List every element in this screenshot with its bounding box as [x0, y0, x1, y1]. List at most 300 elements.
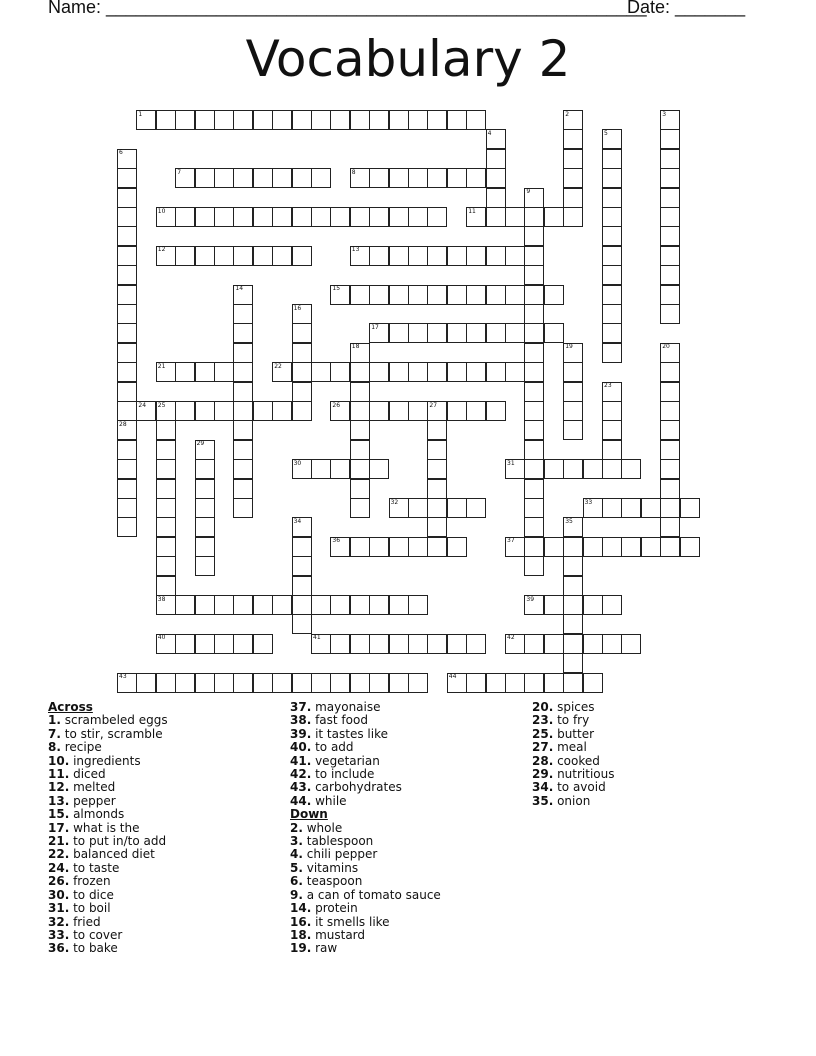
grid-cell[interactable] — [447, 498, 467, 518]
grid-cell[interactable] — [621, 498, 641, 518]
grid-cell[interactable] — [369, 285, 389, 305]
grid-cell[interactable] — [292, 343, 312, 363]
grid-cell[interactable] — [117, 517, 137, 537]
grid-cell[interactable] — [660, 537, 680, 557]
grid-cell[interactable] — [447, 537, 467, 557]
grid-cell[interactable] — [330, 207, 350, 227]
grid-cell[interactable] — [156, 556, 176, 576]
grid-cell[interactable] — [272, 246, 292, 266]
grid-cell[interactable] — [195, 459, 215, 479]
grid-cell[interactable] — [369, 168, 389, 188]
grid-cell[interactable] — [466, 673, 486, 693]
grid-cell[interactable] — [292, 673, 312, 693]
grid-cell[interactable] — [156, 517, 176, 537]
grid-cell[interactable] — [524, 401, 544, 421]
grid-cell[interactable] — [253, 168, 273, 188]
grid-cell[interactable] — [272, 673, 292, 693]
grid-cell[interactable] — [602, 304, 622, 324]
grid-cell[interactable] — [233, 382, 253, 402]
grid-cell[interactable] — [195, 517, 215, 537]
grid-cell[interactable] — [486, 323, 506, 343]
grid-cell[interactable] — [214, 246, 234, 266]
grid-cell[interactable] — [311, 459, 331, 479]
grid-cell[interactable] — [214, 401, 234, 421]
grid-cell[interactable] — [563, 634, 583, 654]
grid-cell[interactable] — [602, 168, 622, 188]
grid-cell[interactable] — [156, 459, 176, 479]
grid-cell[interactable] — [156, 576, 176, 596]
grid-cell[interactable] — [292, 576, 312, 596]
grid-cell[interactable] — [369, 362, 389, 382]
grid-cell[interactable] — [195, 168, 215, 188]
grid-cell[interactable] — [486, 285, 506, 305]
grid-cell[interactable] — [195, 537, 215, 557]
grid-cell[interactable] — [408, 362, 428, 382]
grid-cell[interactable] — [389, 595, 409, 615]
grid-cell[interactable] — [621, 634, 641, 654]
grid-cell[interactable] — [544, 323, 564, 343]
grid-cell[interactable] — [486, 673, 506, 693]
grid-cell[interactable] — [253, 246, 273, 266]
grid-cell[interactable] — [350, 595, 370, 615]
grid-cell[interactable] — [311, 362, 331, 382]
grid-cell[interactable] — [641, 498, 661, 518]
grid-cell[interactable] — [350, 420, 370, 440]
grid-cell[interactable] — [117, 168, 137, 188]
grid-cell[interactable] — [427, 362, 447, 382]
grid-cell[interactable] — [524, 537, 544, 557]
grid-cell[interactable] — [602, 149, 622, 169]
grid-cell[interactable] — [272, 207, 292, 227]
grid-cell[interactable] — [175, 110, 195, 130]
grid-cell[interactable] — [505, 673, 525, 693]
grid-cell[interactable] — [117, 459, 137, 479]
grid-cell[interactable] — [350, 401, 370, 421]
grid-cell[interactable] — [330, 634, 350, 654]
grid-cell[interactable] — [233, 246, 253, 266]
grid-cell[interactable] — [524, 382, 544, 402]
grid-cell[interactable] — [214, 168, 234, 188]
grid-cell[interactable] — [408, 498, 428, 518]
grid-cell[interactable] — [117, 362, 137, 382]
grid-cell[interactable] — [447, 323, 467, 343]
grid-cell[interactable] — [214, 110, 234, 130]
grid-cell[interactable] — [330, 595, 350, 615]
grid-cell[interactable] — [195, 401, 215, 421]
grid-cell[interactable] — [408, 246, 428, 266]
grid-cell[interactable] — [136, 673, 156, 693]
grid-cell[interactable] — [214, 362, 234, 382]
grid-cell[interactable] — [408, 323, 428, 343]
grid-cell[interactable] — [427, 440, 447, 460]
grid-cell[interactable] — [195, 246, 215, 266]
grid-cell[interactable] — [524, 459, 544, 479]
grid-cell[interactable] — [466, 323, 486, 343]
grid-cell[interactable] — [660, 517, 680, 537]
grid-cell[interactable] — [195, 556, 215, 576]
grid-cell[interactable] — [292, 246, 312, 266]
grid-cell[interactable] — [408, 285, 428, 305]
grid-cell[interactable] — [466, 246, 486, 266]
grid-cell[interactable] — [350, 285, 370, 305]
grid-cell[interactable] — [156, 420, 176, 440]
grid-cell[interactable] — [156, 479, 176, 499]
grid-cell[interactable] — [117, 440, 137, 460]
grid-cell[interactable] — [660, 246, 680, 266]
grid-cell[interactable] — [292, 537, 312, 557]
grid-cell[interactable] — [563, 537, 583, 557]
grid-cell[interactable] — [175, 673, 195, 693]
grid-cell[interactable] — [427, 498, 447, 518]
grid-cell[interactable] — [602, 401, 622, 421]
grid-cell[interactable] — [602, 420, 622, 440]
grid-cell[interactable] — [156, 498, 176, 518]
grid-cell[interactable] — [486, 362, 506, 382]
grid-cell[interactable] — [195, 110, 215, 130]
grid-cell[interactable] — [292, 323, 312, 343]
grid-cell[interactable] — [563, 188, 583, 208]
grid-cell[interactable] — [117, 285, 137, 305]
grid-cell[interactable] — [524, 517, 544, 537]
grid-cell[interactable] — [680, 537, 700, 557]
grid-cell[interactable] — [408, 110, 428, 130]
grid-cell[interactable] — [563, 420, 583, 440]
grid-cell[interactable] — [233, 673, 253, 693]
grid-cell[interactable] — [602, 459, 622, 479]
grid-cell[interactable] — [680, 498, 700, 518]
grid-cell[interactable] — [117, 323, 137, 343]
grid-cell[interactable] — [544, 595, 564, 615]
grid-cell[interactable] — [563, 207, 583, 227]
grid-cell[interactable] — [117, 498, 137, 518]
grid-cell[interactable] — [389, 537, 409, 557]
grid-cell[interactable] — [466, 285, 486, 305]
grid-cell[interactable] — [195, 479, 215, 499]
grid-cell[interactable] — [602, 498, 622, 518]
grid-cell[interactable] — [330, 673, 350, 693]
grid-cell[interactable] — [563, 382, 583, 402]
grid-cell[interactable] — [233, 420, 253, 440]
grid-cell[interactable] — [505, 246, 525, 266]
grid-cell[interactable] — [233, 323, 253, 343]
grid-cell[interactable] — [117, 479, 137, 499]
grid-cell[interactable] — [524, 440, 544, 460]
grid-cell[interactable] — [524, 479, 544, 499]
grid-cell[interactable] — [195, 595, 215, 615]
grid-cell[interactable] — [233, 634, 253, 654]
grid-cell[interactable] — [466, 168, 486, 188]
grid-cell[interactable] — [563, 653, 583, 673]
grid-cell[interactable] — [389, 323, 409, 343]
grid-cell[interactable] — [389, 362, 409, 382]
grid-cell[interactable] — [486, 149, 506, 169]
grid-cell[interactable] — [389, 207, 409, 227]
grid-cell[interactable] — [427, 285, 447, 305]
grid-cell[interactable] — [524, 265, 544, 285]
grid-cell[interactable] — [427, 246, 447, 266]
grid-cell[interactable] — [524, 207, 544, 227]
grid-cell[interactable] — [117, 304, 137, 324]
grid-cell[interactable] — [544, 285, 564, 305]
grid-cell[interactable] — [583, 634, 603, 654]
grid-cell[interactable] — [544, 459, 564, 479]
grid-cell[interactable] — [389, 110, 409, 130]
grid-cell[interactable] — [350, 382, 370, 402]
grid-cell[interactable] — [660, 207, 680, 227]
grid-cell[interactable] — [389, 634, 409, 654]
grid-cell[interactable] — [233, 343, 253, 363]
grid-cell[interactable] — [544, 207, 564, 227]
grid-cell[interactable] — [292, 401, 312, 421]
grid-cell[interactable] — [486, 401, 506, 421]
grid-cell[interactable] — [408, 401, 428, 421]
grid-cell[interactable] — [602, 343, 622, 363]
grid-cell[interactable] — [253, 673, 273, 693]
grid-cell[interactable] — [563, 576, 583, 596]
grid-cell[interactable] — [524, 323, 544, 343]
grid-cell[interactable] — [563, 673, 583, 693]
grid-cell[interactable] — [602, 323, 622, 343]
grid-cell[interactable] — [369, 595, 389, 615]
grid-cell[interactable] — [214, 595, 234, 615]
grid-cell[interactable] — [427, 459, 447, 479]
grid-cell[interactable] — [233, 207, 253, 227]
grid-cell[interactable] — [524, 420, 544, 440]
grid-cell[interactable] — [330, 110, 350, 130]
grid-cell[interactable] — [621, 459, 641, 479]
grid-cell[interactable] — [350, 110, 370, 130]
grid-cell[interactable] — [486, 207, 506, 227]
grid-cell[interactable] — [466, 634, 486, 654]
grid-cell[interactable] — [505, 285, 525, 305]
grid-cell[interactable] — [544, 634, 564, 654]
grid-cell[interactable] — [602, 285, 622, 305]
grid-cell[interactable] — [466, 401, 486, 421]
grid-cell[interactable] — [447, 634, 467, 654]
grid-cell[interactable] — [311, 595, 331, 615]
grid-cell[interactable] — [524, 362, 544, 382]
grid-cell[interactable] — [369, 537, 389, 557]
grid-cell[interactable] — [253, 207, 273, 227]
grid-cell[interactable] — [214, 673, 234, 693]
grid-cell[interactable] — [350, 362, 370, 382]
grid-cell[interactable] — [602, 265, 622, 285]
grid-cell[interactable] — [389, 168, 409, 188]
grid-cell[interactable] — [253, 595, 273, 615]
grid-cell[interactable] — [233, 595, 253, 615]
grid-cell[interactable] — [408, 595, 428, 615]
grid-cell[interactable] — [253, 634, 273, 654]
grid-cell[interactable] — [175, 246, 195, 266]
grid-cell[interactable] — [602, 440, 622, 460]
grid-cell[interactable] — [660, 226, 680, 246]
grid-cell[interactable] — [563, 362, 583, 382]
grid-cell[interactable] — [583, 459, 603, 479]
grid-cell[interactable] — [660, 149, 680, 169]
grid-cell[interactable] — [602, 188, 622, 208]
grid-cell[interactable] — [272, 595, 292, 615]
grid-cell[interactable] — [350, 459, 370, 479]
grid-cell[interactable] — [369, 459, 389, 479]
grid-cell[interactable] — [660, 498, 680, 518]
grid-cell[interactable] — [311, 110, 331, 130]
grid-cell[interactable] — [524, 634, 544, 654]
grid-cell[interactable] — [563, 459, 583, 479]
grid-cell[interactable] — [389, 401, 409, 421]
grid-cell[interactable] — [117, 382, 137, 402]
grid-cell[interactable] — [427, 110, 447, 130]
grid-cell[interactable] — [292, 362, 312, 382]
grid-cell[interactable] — [447, 362, 467, 382]
grid-cell[interactable] — [563, 149, 583, 169]
grid-cell[interactable] — [233, 362, 253, 382]
grid-cell[interactable] — [195, 362, 215, 382]
grid-cell[interactable] — [602, 634, 622, 654]
grid-cell[interactable] — [524, 498, 544, 518]
grid-cell[interactable] — [350, 498, 370, 518]
grid-cell[interactable] — [583, 595, 603, 615]
grid-cell[interactable] — [117, 401, 137, 421]
grid-cell[interactable] — [369, 634, 389, 654]
grid-cell[interactable] — [408, 168, 428, 188]
grid-cell[interactable] — [660, 479, 680, 499]
grid-cell[interactable] — [214, 207, 234, 227]
grid-cell[interactable] — [350, 634, 370, 654]
grid-cell[interactable] — [660, 129, 680, 149]
grid-cell[interactable] — [292, 110, 312, 130]
grid-cell[interactable] — [117, 226, 137, 246]
grid-cell[interactable] — [447, 110, 467, 130]
grid-cell[interactable] — [272, 168, 292, 188]
grid-cell[interactable] — [272, 110, 292, 130]
grid-cell[interactable] — [427, 207, 447, 227]
grid-cell[interactable] — [660, 420, 680, 440]
grid-cell[interactable] — [427, 420, 447, 440]
grid-cell[interactable] — [583, 537, 603, 557]
grid-cell[interactable] — [408, 673, 428, 693]
grid-cell[interactable] — [660, 285, 680, 305]
grid-cell[interactable] — [466, 362, 486, 382]
grid-cell[interactable] — [214, 634, 234, 654]
grid-cell[interactable] — [369, 246, 389, 266]
grid-cell[interactable] — [427, 517, 447, 537]
grid-cell[interactable] — [233, 304, 253, 324]
grid-cell[interactable] — [292, 207, 312, 227]
grid-cell[interactable] — [447, 168, 467, 188]
grid-cell[interactable] — [408, 537, 428, 557]
grid-cell[interactable] — [389, 246, 409, 266]
grid-cell[interactable] — [427, 323, 447, 343]
grid-cell[interactable] — [233, 401, 253, 421]
grid-cell[interactable] — [389, 285, 409, 305]
grid-cell[interactable] — [369, 207, 389, 227]
grid-cell[interactable] — [195, 498, 215, 518]
grid-cell[interactable] — [195, 673, 215, 693]
grid-cell[interactable] — [330, 362, 350, 382]
grid-cell[interactable] — [117, 246, 137, 266]
grid-cell[interactable] — [156, 673, 176, 693]
grid-cell[interactable] — [369, 673, 389, 693]
grid-cell[interactable] — [369, 401, 389, 421]
grid-cell[interactable] — [583, 673, 603, 693]
grid-cell[interactable] — [253, 401, 273, 421]
grid-cell[interactable] — [641, 537, 661, 557]
grid-cell[interactable] — [660, 168, 680, 188]
grid-cell[interactable] — [292, 382, 312, 402]
grid-cell[interactable] — [233, 168, 253, 188]
grid-cell[interactable] — [117, 207, 137, 227]
grid-cell[interactable] — [175, 634, 195, 654]
grid-cell[interactable] — [233, 110, 253, 130]
grid-cell[interactable] — [563, 401, 583, 421]
grid-cell[interactable] — [292, 595, 312, 615]
grid-cell[interactable] — [602, 595, 622, 615]
grid-cell[interactable] — [660, 401, 680, 421]
grid-cell[interactable] — [350, 479, 370, 499]
grid-cell[interactable] — [660, 440, 680, 460]
grid-cell[interactable] — [427, 168, 447, 188]
grid-cell[interactable] — [408, 634, 428, 654]
grid-cell[interactable] — [447, 246, 467, 266]
grid-cell[interactable] — [447, 401, 467, 421]
grid-cell[interactable] — [486, 188, 506, 208]
grid-cell[interactable] — [427, 479, 447, 499]
grid-cell[interactable] — [427, 634, 447, 654]
grid-cell[interactable] — [505, 362, 525, 382]
grid-cell[interactable] — [156, 110, 176, 130]
grid-cell[interactable] — [660, 362, 680, 382]
grid-cell[interactable] — [524, 246, 544, 266]
grid-cell[interactable] — [117, 343, 137, 363]
grid-cell[interactable] — [505, 323, 525, 343]
grid-cell[interactable] — [486, 168, 506, 188]
grid-cell[interactable] — [350, 537, 370, 557]
grid-cell[interactable] — [233, 459, 253, 479]
grid-cell[interactable] — [563, 168, 583, 188]
grid-cell[interactable] — [524, 343, 544, 363]
grid-cell[interactable] — [233, 498, 253, 518]
grid-cell[interactable] — [505, 207, 525, 227]
grid-cell[interactable] — [369, 110, 389, 130]
grid-cell[interactable] — [563, 614, 583, 634]
grid-cell[interactable] — [117, 265, 137, 285]
grid-cell[interactable] — [175, 362, 195, 382]
grid-cell[interactable] — [156, 440, 176, 460]
grid-cell[interactable] — [330, 459, 350, 479]
grid-cell[interactable] — [466, 110, 486, 130]
grid-cell[interactable] — [233, 440, 253, 460]
grid-cell[interactable] — [233, 479, 253, 499]
grid-cell[interactable] — [524, 556, 544, 576]
grid-cell[interactable] — [602, 226, 622, 246]
grid-cell[interactable] — [292, 556, 312, 576]
grid-cell[interactable] — [195, 634, 215, 654]
grid-cell[interactable] — [311, 673, 331, 693]
grid-cell[interactable] — [350, 207, 370, 227]
grid-cell[interactable] — [621, 537, 641, 557]
grid-cell[interactable] — [389, 673, 409, 693]
grid-cell[interactable] — [292, 168, 312, 188]
grid-cell[interactable] — [253, 110, 273, 130]
grid-cell[interactable] — [466, 498, 486, 518]
grid-cell[interactable] — [524, 226, 544, 246]
grid-cell[interactable] — [350, 440, 370, 460]
grid-cell[interactable] — [544, 537, 564, 557]
grid-cell[interactable] — [175, 401, 195, 421]
grid-cell[interactable] — [311, 168, 331, 188]
grid-cell[interactable] — [602, 207, 622, 227]
grid-cell[interactable] — [156, 537, 176, 557]
